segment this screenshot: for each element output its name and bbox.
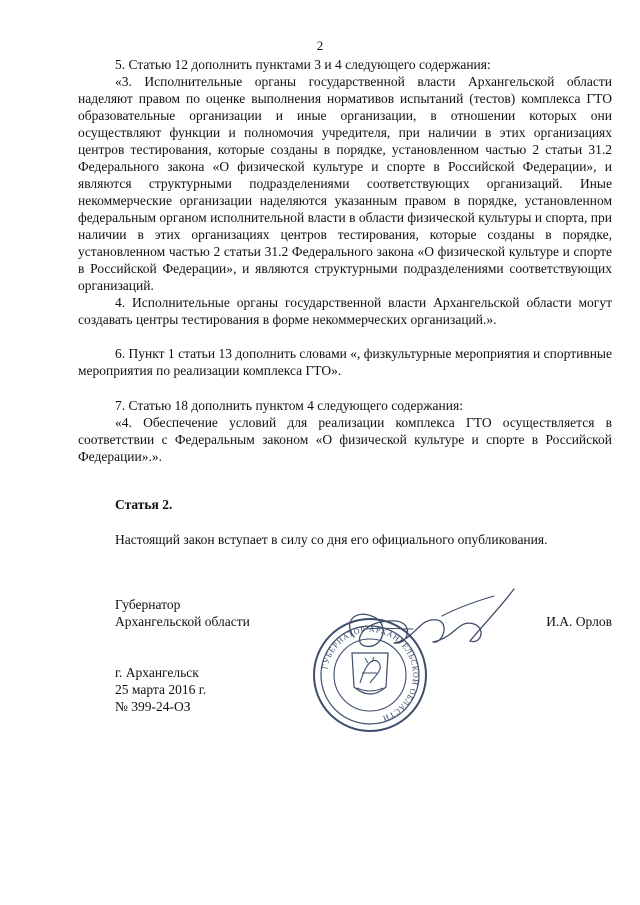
amendment-item-7: 7. Статью 18 дополнить пунктом 4 следующего содержания: bbox=[115, 398, 463, 413]
enactment-city: г. Архангельск bbox=[115, 665, 199, 680]
enactment-details bbox=[115, 664, 206, 715]
signatory-name: И.А. Орлов bbox=[546, 614, 612, 629]
amendment-item-7-point-4: «4. Обеспечение условий для реализации комплекса ГТО осуществляется в соответствии с Федеральным законом «О физической культуре и спорте в Российской Федерации».». bbox=[78, 415, 612, 464]
amendment-item-5: 5. Статью 12 дополнить пунктами 3 и 4 следующего содержания: bbox=[115, 57, 491, 72]
document-body bbox=[78, 56, 612, 548]
amendment-item-5-point-4: 4. Исполнительные органы государственной власти Архангельской области могут создавать центры тестирования в форме некоммерческих организаций.». bbox=[78, 295, 612, 327]
article-2-text: Настоящий закон вступает в силу со дня его официального опубликования. bbox=[115, 532, 548, 547]
signature-position-line-2: Архангельской области bbox=[115, 614, 250, 629]
amendment-item-5-point-3: «3. Исполнительные органы государственной власти Архангельской области наделяют правом по оценке выполнения нормативов испытаний (тестов) комплекса ГТО образовательные организации и иные организации, в отношении которых они осуществляют функции и полномочия учредителя, при наличии в этих организациях центров тестирования, которые созданы в порядке, установленном частью 2 статьи 31.2 Федерального закона «О физической культуре и спорте в Российской Федерации», и являются структурными подразделениями соответствующих организаций. Иные некоммерческие организации наделяются указанным правом в порядке, установленном федеральным органом исполнительной власти в области физической культуры и спорта, при наличии в этих организациях центров тестирования, которые созданы в порядке, установленном частью 2 статьи 31.2 Федерального закона «О физической культуре и спорте в Российской Федерации», и являются структурными подразделениями соответствующих организаций. bbox=[78, 74, 612, 293]
signature-position bbox=[115, 596, 250, 630]
seal-ring-text: ГУБЕРНАТОР АРХАНГЕЛЬСКОЙ ОБЛАСТИ bbox=[320, 624, 421, 724]
enactment-date: 25 марта 2016 г. bbox=[115, 682, 207, 697]
page-number: 2 bbox=[316, 38, 324, 53]
official-seal bbox=[310, 615, 430, 735]
signature-position-line-1: Губернатор bbox=[115, 597, 181, 612]
enactment-number: № 399-24-ОЗ bbox=[115, 699, 191, 714]
article-2-title: Статья 2. bbox=[115, 497, 173, 512]
amendment-item-6: 6. Пункт 1 статьи 13 дополнить словами «, физкультурные мероприятия и спортивные мероприятия по реализации комплекса ГТО». bbox=[78, 346, 612, 378]
